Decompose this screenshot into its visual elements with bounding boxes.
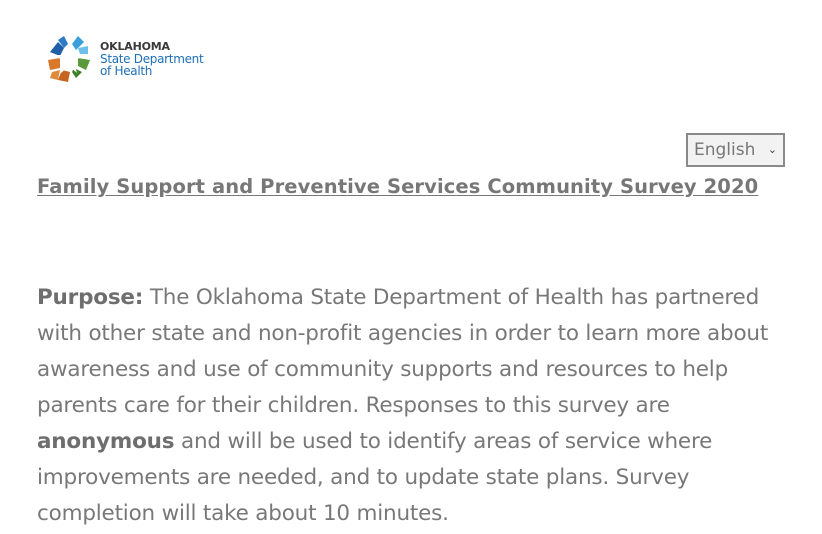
chevron-down-icon: ⌄ [767, 142, 777, 156]
anonymous-emphasis: anonymous [37, 429, 175, 454]
page-title: Family Support and Preventive Services Community Survey 2020 [37, 175, 759, 198]
logo-text [100, 41, 203, 77]
logo-line-oklahoma: OKLAHOMA [100, 40, 170, 53]
purpose-text-after: and will be used to identify areas of service where improvements are needed, and to update state plans. Survey completion will take about 10 minutes. [37, 429, 713, 526]
logo-line-of-health: of Health [100, 64, 153, 78]
star-logo-icon [44, 34, 94, 84]
purpose-text-before: The Oklahoma State Department of Health has partnered with other state and non-profit agencies in order to learn more about awareness and use of community supports and resources to help parents care for their children. Responses to this survey are [37, 285, 769, 418]
purpose-label: Purpose: [37, 285, 144, 310]
language-select[interactable] [686, 133, 785, 167]
language-select-value: English [694, 140, 756, 160]
purpose-paragraph [37, 280, 807, 532]
osdh-logo [44, 34, 203, 84]
logo-line-state-department: State Department [100, 52, 204, 66]
